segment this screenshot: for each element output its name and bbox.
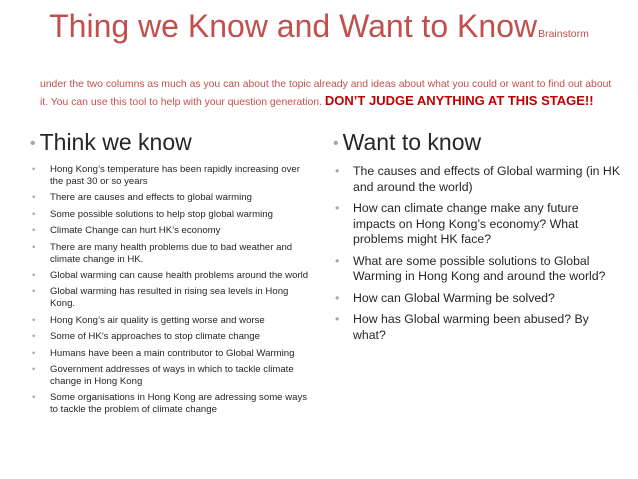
bullet-icon: • bbox=[32, 331, 36, 343]
want-to-know-column bbox=[333, 128, 623, 349]
bullet-icon: • bbox=[32, 363, 36, 375]
list-item-text: Global warming can cause health problems around the world bbox=[50, 269, 309, 281]
bullet-icon: • bbox=[32, 225, 36, 237]
slide-title-row bbox=[0, 8, 638, 45]
bullet-icon: • bbox=[32, 241, 36, 253]
slide-title: Thing we Know and Want to Know bbox=[49, 8, 538, 44]
list-item-text: How has Global warming been abused? By what? bbox=[353, 312, 589, 342]
list-item bbox=[333, 291, 623, 307]
bullet-icon: • bbox=[335, 201, 340, 215]
list-item-text: Hong Kong’s air quality is getting worse and worse bbox=[50, 314, 265, 326]
list-item bbox=[333, 312, 623, 343]
instructions-emphasis: DON’T JUDGE ANYTHING AT THIS STAGE!! bbox=[324, 93, 594, 108]
bullet-icon: • bbox=[335, 253, 340, 268]
think-we-know-heading-text: Think we know bbox=[39, 129, 192, 155]
list-item bbox=[30, 331, 315, 343]
list-item-text: Government addresses of ways in which to tackle climate change in Hong Kong bbox=[50, 363, 294, 387]
bullet-icon: • bbox=[32, 286, 36, 298]
bullet-icon: • bbox=[32, 269, 36, 281]
list-item-text: There are many health problems due to bad weather and climate change in HK. bbox=[50, 241, 293, 265]
think-we-know-column bbox=[30, 128, 315, 421]
bullet-icon: • bbox=[335, 164, 340, 178]
want-to-know-heading bbox=[333, 128, 623, 158]
want-to-know-heading-text: Want to know bbox=[342, 129, 482, 155]
want-to-know-list bbox=[333, 164, 623, 343]
list-item bbox=[30, 192, 315, 204]
bullet-icon: • bbox=[335, 290, 340, 305]
bullet-icon: • bbox=[32, 192, 36, 204]
list-item-text: Global warming has resulted in rising sea levels in Hong Kong. bbox=[50, 286, 289, 310]
instructions-line-2 bbox=[40, 94, 630, 110]
bullet-icon: • bbox=[32, 347, 36, 359]
list-item bbox=[30, 286, 315, 310]
list-item-text: How can climate change make any future impacts on Hong Kong’s economy? What problems might HK face? bbox=[353, 201, 579, 246]
list-item-text: Some possible solutions to help stop global warming bbox=[50, 208, 273, 220]
list-item bbox=[30, 348, 315, 360]
list-item bbox=[30, 315, 315, 327]
list-item bbox=[30, 209, 315, 221]
bullet-icon: • bbox=[335, 312, 340, 326]
bullet-icon: • bbox=[30, 135, 36, 152]
slide-title-suffix: Brainstorm bbox=[538, 28, 589, 40]
list-item-text: There are causes and effects to global warming bbox=[50, 192, 252, 204]
list-item bbox=[30, 225, 315, 237]
bullet-icon: • bbox=[32, 314, 36, 326]
think-we-know-list bbox=[30, 164, 315, 416]
instructions-text: it. You can use this tool to help with your question generation. bbox=[40, 97, 322, 108]
bullet-icon: • bbox=[32, 164, 36, 175]
list-item bbox=[333, 254, 623, 285]
bullet-icon: • bbox=[32, 392, 36, 404]
think-we-know-heading bbox=[30, 128, 315, 158]
list-item bbox=[30, 270, 315, 282]
list-item-text: What are some possible solutions to Global Warming in Hong Kong and around the world? bbox=[353, 253, 606, 283]
list-item bbox=[30, 164, 315, 188]
bullet-icon: • bbox=[32, 208, 36, 220]
list-item bbox=[333, 164, 623, 195]
list-item-text: The causes and effects of Global warming (in HK and around the world) bbox=[353, 164, 621, 194]
list-item-text: Climate Change can hurt HK’s economy bbox=[50, 225, 221, 237]
list-item-text: Hong Kong’s temperature has been rapidly increasing over the past 30 or so years bbox=[50, 164, 300, 187]
list-item bbox=[30, 392, 315, 416]
list-item bbox=[30, 364, 315, 388]
instructions-line-1: under the two columns as much as you can about the topic already and ideas about what you could or want to find out about bbox=[40, 79, 612, 90]
list-item bbox=[30, 242, 315, 266]
list-item-text: How can Global Warming be solved? bbox=[353, 290, 555, 305]
list-item-text: Humans have been a main contributor to Global Warming bbox=[50, 347, 295, 359]
list-item-text: Some of HK’s approaches to stop climate change bbox=[50, 331, 260, 343]
list-item bbox=[333, 201, 623, 248]
list-item-text: Some organisations in Hong Kong are adressing some ways to tackle the problem of climate change bbox=[50, 392, 308, 416]
bullet-icon: • bbox=[333, 135, 339, 152]
